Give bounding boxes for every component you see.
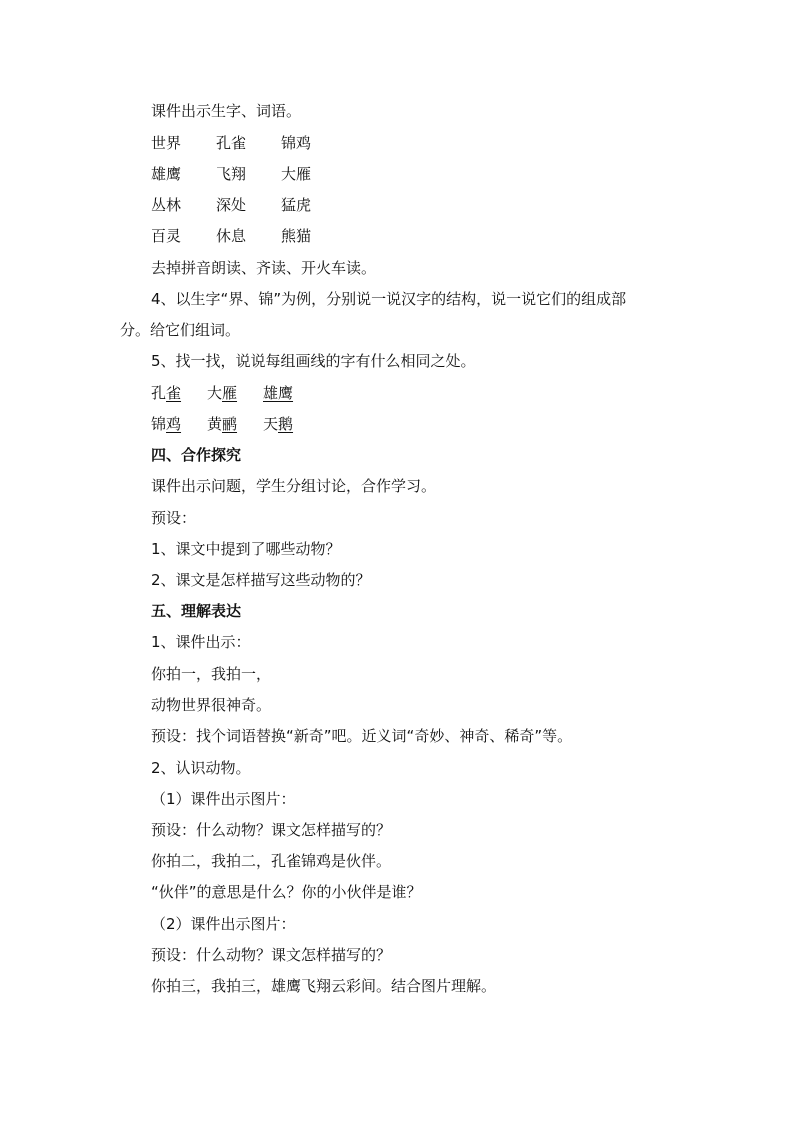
text-line: 1、课件出示：: [151, 633, 251, 651]
word: 休息: [216, 227, 247, 245]
word: 世界: [151, 134, 182, 152]
word: 百灵: [151, 227, 182, 245]
text-line: （2）课件出示图片：: [151, 915, 296, 933]
word-grid-row: [151, 226, 311, 246]
section-heading: 四、合作探究: [151, 446, 242, 464]
text-line: 4、以生字“界、锦”为例，分别说一说汉字的结构，说一说它们的组成部: [151, 290, 627, 308]
text-line: 5、找一找，说说每组画线的字有什么相同之处。: [151, 352, 476, 370]
underline-word: 黄鹂: [207, 415, 238, 433]
text-line: 预设：找个词语替换“新奇”吧。近义词“奇妙、神奇、稀奇”等。: [151, 727, 573, 745]
text-line: 预设：什么动物？课文怎样描写的？: [151, 821, 392, 839]
underline-word: 大雁: [207, 384, 238, 402]
text-line: 去掉拼音朗读、齐读、开火车读。: [151, 259, 377, 277]
text-line: 动物世界很神奇。: [151, 696, 272, 714]
text-line: 你拍三，我拍三，雄鹰飞翔云彩间。结合图片理解。: [151, 977, 497, 995]
text-line: 2、认识动物。: [151, 759, 251, 777]
underline-word: 锦鸡: [151, 415, 182, 433]
word: 大雁: [281, 165, 312, 183]
underline-row: [151, 414, 293, 434]
word: 丛林: [151, 196, 182, 214]
word: 深处: [216, 196, 247, 214]
word: 锦鸡: [281, 134, 312, 152]
underline-word: 天鹅: [263, 415, 294, 433]
text-line: 课件出示生字、词语。: [151, 102, 302, 120]
text-line: 课件出示问题，学生分组讨论，合作学习。: [151, 477, 437, 495]
word: 雄鹰: [151, 165, 182, 183]
underline-word: 雄鹰: [263, 384, 294, 402]
text-line: 预设：什么动物？课文怎样描写的？: [151, 946, 392, 964]
section-heading: 五、理解表达: [151, 602, 242, 620]
word: 飞翔: [216, 165, 247, 183]
underline-row: [151, 383, 293, 403]
text-line: （1）课件出示图片：: [151, 790, 296, 808]
word: 熊猫: [281, 227, 312, 245]
word-grid-row: [151, 195, 311, 215]
text-line: 2、课文是怎样描写这些动物的？: [151, 571, 371, 589]
text-line: “伙伴”的意思是什么？你的小伙伴是谁？: [151, 883, 422, 901]
word: 孔雀: [216, 134, 247, 152]
text-line: 1、课文中提到了哪些动物？: [151, 540, 341, 558]
word: 猛虎: [281, 196, 312, 214]
word-grid-row: [151, 164, 311, 184]
underline-word: 孔雀: [151, 384, 182, 402]
text-line: 预设：: [151, 509, 197, 527]
word-grid-row: [151, 133, 311, 153]
text-line: 分。给它们组词。: [120, 321, 241, 339]
text-line: 你拍一，我拍一，: [151, 665, 272, 683]
text-line: 你拍二，我拍二，孔雀锦鸡是伙伴。: [151, 852, 392, 870]
